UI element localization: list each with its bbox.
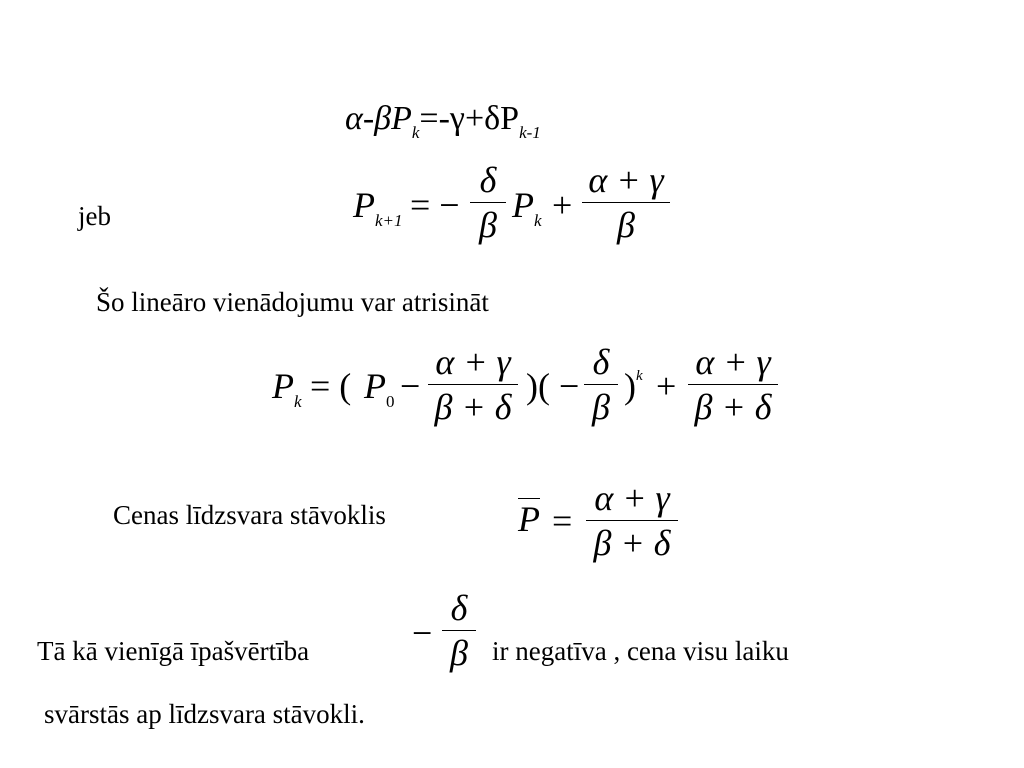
eq3-P-letter: P — [272, 366, 294, 406]
eq4-fraction-bar — [586, 520, 678, 521]
eq2-plus: + — [552, 185, 573, 225]
eq3-close-open: )( − — [526, 366, 580, 406]
text-solve: Šo lineāro vienādojumu var atrisināt — [96, 287, 489, 317]
eq3-fraction-2-den: β — [592, 387, 610, 427]
eq2-subscript: k+1 — [375, 211, 403, 230]
eq5-fraction-bar — [442, 630, 476, 631]
eq3-close-power — [624, 365, 643, 407]
text-since: Tā kā vienīgā īpašvērtība — [37, 636, 310, 666]
eq2-fraction-1-den: β — [479, 205, 497, 245]
eq2-fraction-2-den: β — [617, 205, 635, 245]
eq2-equals-minus: = − — [410, 185, 460, 225]
eq3-close-paren: ) — [624, 366, 636, 406]
eq3-Pk — [272, 365, 302, 411]
eq3-P0 — [364, 365, 395, 411]
eq3-fraction-3-den: β + δ — [694, 387, 772, 427]
eq1-subscript-k: k — [411, 123, 420, 142]
eq3-subscript-k: k — [294, 392, 302, 411]
eq3-minus: − — [400, 366, 421, 406]
eq2-fraction-2-bar — [582, 202, 670, 203]
eq2-fraction-1-bar — [470, 202, 506, 203]
eq2-P — [353, 184, 403, 230]
eq1-left: α-βP — [345, 100, 412, 137]
eq2-Pk — [512, 184, 542, 230]
eq2-P-letter: P — [353, 185, 375, 225]
eq3-fraction-2-bar — [584, 384, 618, 385]
eq2-fraction-2-num: α + γ — [588, 160, 664, 200]
eq2-Pk-subscript: k — [534, 211, 542, 230]
eq3-fraction-3-bar — [688, 384, 778, 385]
eq3-exponent-k: k — [636, 368, 643, 384]
eq4-P-bar: P — [518, 499, 540, 539]
eq3-fraction-1-den: β + δ — [434, 387, 512, 427]
text-oscillates: svārstās ap līdzsvara stāvokli. — [44, 699, 365, 729]
eq5-fraction-num: δ — [450, 588, 468, 628]
eq4-fraction — [586, 478, 678, 563]
eq3-P0-letter: P — [364, 366, 386, 406]
eq3-subscript-0: 0 — [386, 392, 395, 411]
text-equilibrium: Cenas līdzsvara stāvoklis — [113, 500, 386, 530]
eq5-fraction — [442, 588, 476, 673]
eq3-fraction-3-num: α + γ — [695, 342, 771, 382]
eq2-fraction-1-num: δ — [479, 160, 497, 200]
equation-difference — [345, 100, 541, 142]
eq2-fraction-1 — [470, 160, 506, 245]
eq4-fraction-num: α + γ — [594, 478, 670, 518]
eq2-Pk-letter: P — [512, 185, 534, 225]
eq5-minus: − — [412, 613, 433, 653]
eq3-fraction-1-num: α + γ — [435, 342, 511, 382]
label-jeb: jeb — [78, 201, 111, 231]
eq4-equals: = — [552, 501, 573, 541]
eq3-equals-open: = ( — [310, 366, 352, 406]
text-negative: ir negatīva , cena visu laiku — [492, 636, 789, 666]
eq5-fraction-den: β — [450, 633, 468, 673]
eq4-fraction-den: β + δ — [593, 523, 671, 563]
eq2-fraction-2 — [582, 160, 670, 245]
eq1-subscript-k-minus-1: k-1 — [519, 123, 541, 142]
eq3-fraction-2 — [584, 342, 618, 427]
eq3-fraction-1 — [428, 342, 518, 427]
eq3-plus: + — [656, 366, 677, 406]
eq3-fraction-1-bar — [428, 384, 518, 385]
eq3-fraction-3 — [688, 342, 778, 427]
eq3-fraction-2-num: δ — [592, 342, 610, 382]
eq1-middle: =-γ+δP — [419, 100, 520, 137]
